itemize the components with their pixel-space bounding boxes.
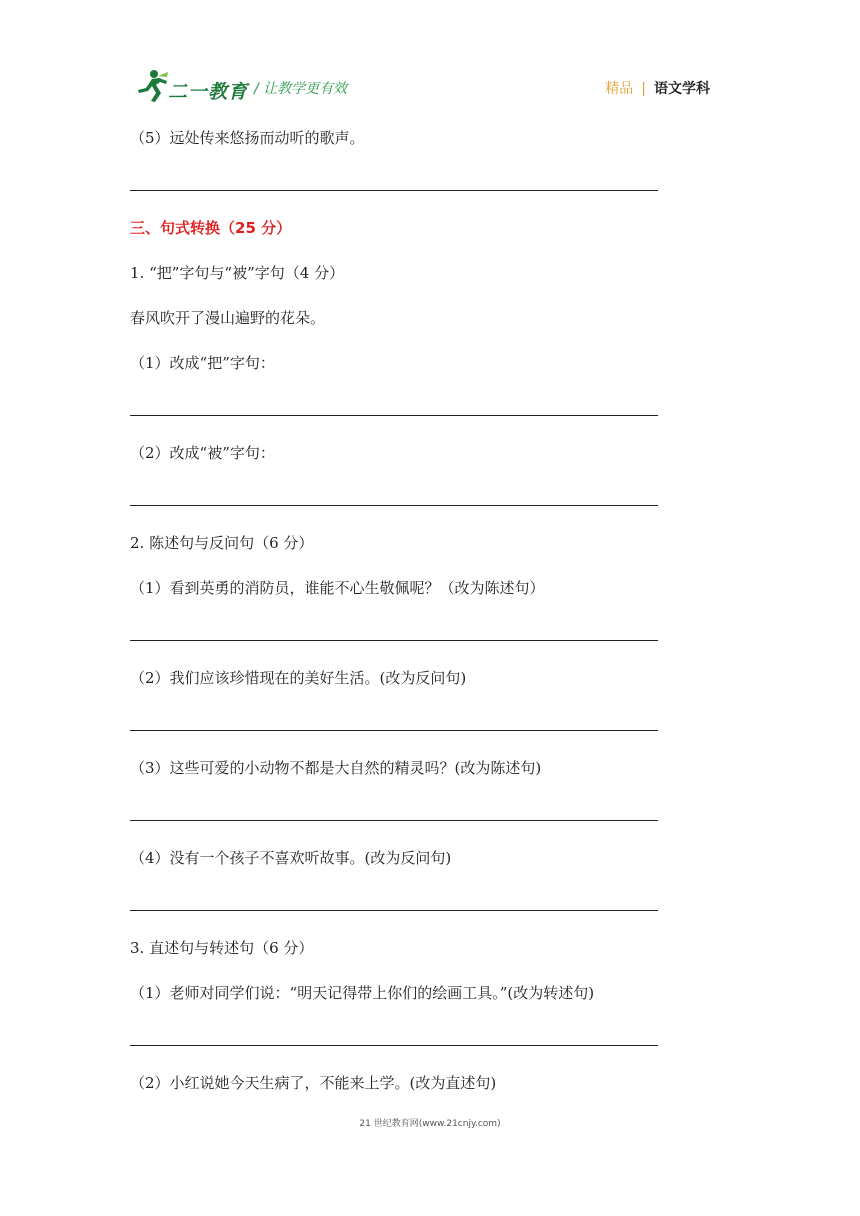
answer-line[interactable] <box>130 1045 658 1046</box>
page-header <box>0 0 860 110</box>
slogan: / 让教学更有效 <box>254 81 348 97</box>
answer-line[interactable] <box>130 505 658 506</box>
answer-line[interactable] <box>130 730 658 731</box>
s2-question-4: （4）没有一个孩子不喜欢听故事。(改为反问句) <box>130 849 452 867</box>
tag-jingpin: 精品 <box>605 81 634 97</box>
runner-logo-icon <box>134 68 170 104</box>
section-title: 三、句式转换（25 分） <box>130 219 292 237</box>
s2-question-2: （2）我们应该珍惜现在的美好生活。(改为反问句) <box>130 669 467 687</box>
answer-line[interactable] <box>130 415 658 416</box>
logo <box>134 68 249 104</box>
answer-line[interactable] <box>130 640 658 641</box>
answer-line[interactable] <box>130 820 658 821</box>
answer-line[interactable] <box>130 190 658 191</box>
tag-subject: 语文学科 <box>654 81 710 97</box>
s2-question-3: （3）这些可爱的小动物不都是大自然的精灵吗？(改为陈述句) <box>130 759 542 777</box>
s3-question-1: （1）老师对同学们说：“明天记得带上你们的绘画工具。”(改为转述句) <box>130 984 595 1002</box>
subsection-3-title: 3. 直述句与转述句（6 分） <box>130 939 314 957</box>
subsection-1-title: 1. “把”字句与“被”字句（4 分） <box>130 264 345 282</box>
header-tags <box>605 78 710 98</box>
s1-question-2: （2）改成“被”字句： <box>130 444 275 462</box>
tag-separator: | <box>641 81 646 97</box>
subsection-2-title: 2. 陈述句与反问句（6 分） <box>130 534 314 552</box>
logo-text: 二一教育 <box>168 81 249 103</box>
s1-sentence: 春风吹开了漫山遍野的花朵。 <box>130 309 326 327</box>
s1-question-1: （1）改成“把”字句： <box>130 354 275 372</box>
s3-question-2: （2）小红说她今天生病了，不能来上学。(改为直述句) <box>130 1074 497 1092</box>
s2-question-1: （1）看到英勇的消防员，谁能不心生敬佩呢？（改为陈述句） <box>130 579 545 597</box>
answer-line[interactable] <box>130 910 658 911</box>
question-5: （5）远处传来悠扬而动听的歌声。 <box>130 129 365 147</box>
footer: 21 世纪教育网(www.21cnjy.com) <box>359 1119 501 1129</box>
